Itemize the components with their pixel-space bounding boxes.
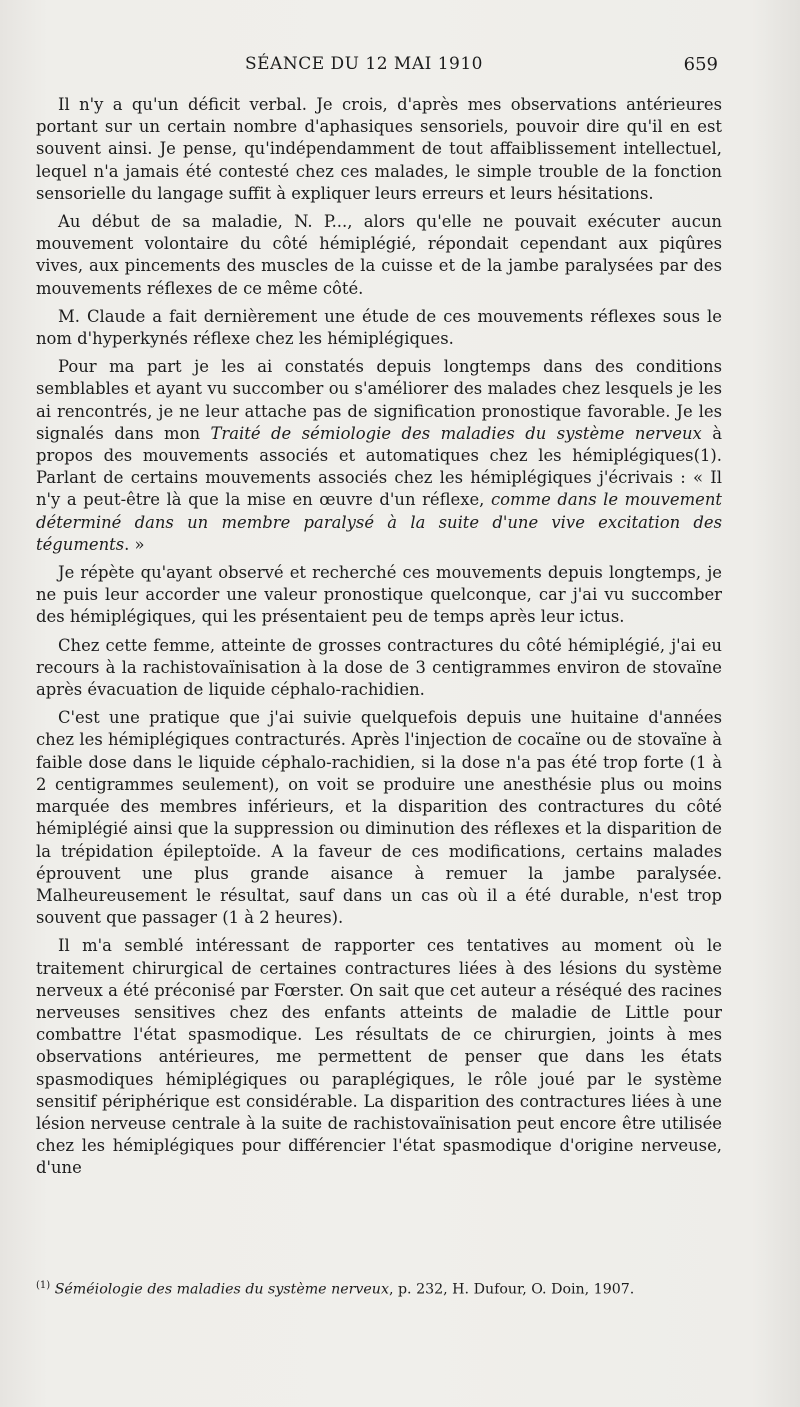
page-header — [0, 54, 800, 82]
paragraph-4-text-end: . » — [124, 534, 145, 554]
treatise-title: Traité de sémiologie des maladies du système nerveux — [210, 423, 702, 443]
paragraph-6: Chez cette femme, atteinte de grosses contractures du côté hémiplégié, j'ai eu recours à la rachistovaïnisation à la dose de 3 centigrammes environ de stovaïne après évacuation de liquide céphalo-rachidien. — [36, 635, 722, 700]
paragraph-2: Au début de sa maladie, N. P..., alors qu'elle ne pouvait exécuter aucun mouvement volontaire du côté hémiplégié, répondait cependant aux piqûres vives, aux pincements des muscles de la cuisse et de la jambe paralysées par des mouvements réflexes de ce même côté. — [36, 212, 722, 298]
paragraph-7: C'est une pratique que j'ai suivie quelquefois depuis une huitaine d'années chez les hémiplégiques contracturés. Après l'injection de cocaïne ou de stovaïne à faible dose dans le liquide céphalo-rachidien, si la dose n'a pas été trop forte (1 à 2 centigrammes seulement), on voit se produire une anesthésie plus ou moins marquée des membres inférieurs, et la disparition des contractures du côté hémiplégié ainsi que la suppression ou diminution des réflexes et la disparition de la trépidation épileptoïde. A la faveur de ces modifications, certains malades éprouvent une plus grande aisance à remuer la jambe paralysée. Malheureusement le résultat, sauf dans un cas où il a été durable, n'est trop souvent que passager (1 à 2 heures). — [36, 708, 722, 928]
footnote — [36, 1276, 722, 1300]
footnote-book-title: Séméiologie des maladies du système nerveux — [54, 1281, 389, 1298]
paragraph-4-text-before: Pour ma part je les ai constatés depuis longtemps dans des conditions semblables et ayant vu succomber ou s'améliorer des malades chez lesquels je les ai rencontrés, je ne leur attache pas de signification pronostique favorable. Je les signalés dans mon — [36, 357, 722, 443]
quoted-passage: comme dans le mouvement déterminé dans un membre paralysé à la suite d'une vive excitation des téguments — [36, 490, 722, 554]
footnote-marker: (1) — [36, 1280, 51, 1291]
paragraph-4-text-after: . Parlant de certains mouvements associés chez les hémiplégiques j'écrivais : « Il n'y a peut-être là que la mise en œuvre d'un réflexe, — [36, 446, 722, 510]
footnote-citation: , p. 232, H. Dufour, O. Doin, 1907. — [388, 1281, 635, 1298]
paragraph-5: Je répète qu'ayant observé et recherché ces mouvements depuis longtemps, je ne puis leur accorder une valeur pronostique quelconque, car j'ai vu succomber des hémiplégiques, qui les présentaient peu de temps après leur ictus. — [36, 563, 722, 627]
paragraph-4 — [36, 356, 722, 556]
footnote-reference: (1) — [693, 446, 717, 466]
running-title: SÉANCE DU 12 MAI 1910 — [245, 54, 483, 74]
paragraph-1: Il n'y a qu'un déficit verbal. Je crois, d'après mes observations antérieures portant sur un certain nombre d'aphasiques sensoriels, pouvoir dire qu'il en est souvent ainsi. Je pense, qu'indépendamment de tout affaiblissement intellectuel, lequel n'a jamais été contesté chez ces malades, le simple trouble de la fonction sensorielle du langage suffit à expliquer leurs erreurs et leurs hésitations. — [36, 95, 722, 203]
page-number: 659 — [683, 54, 718, 75]
paragraph-3: M. Claude a fait dernièrement une étude de ces mouvements réflexes sous le nom d'hyperkynés réflexe chez les hémiplégiques. — [36, 306, 722, 349]
paragraph-4-text-middle: à propos des mouvements associés et automatiques chez les hémiplégiques — [36, 423, 723, 466]
body-text — [36, 94, 722, 1186]
paragraph-8: Il m'a semblé intéressant de rapporter ces tentatives au moment où le traitement chirurgical de certaines contractures liées à des lésions du système nerveux a été préconisé par Fœrster. On sait que cet auteur a réséqué des racines nerveuses sensitives chez des enfants atteints de maladie de Little pour combattre l'état spasmodique. Les résultats de ce chirurgien, joints à mes observations antérieures, me permettent de penser que dans les états spasmodiques hémiplégiques ou paraplégiques, le rôle joué par le système sensitif périphérique est considérable. La disparition des contractures liées à une lésion nerveuse centrale à la suite de rachistovaïnisation peut encore être utilisée chez les hémiplégiques pour différencier l'état spasmodique d'origine nerveuse, d'une — [36, 936, 722, 1178]
